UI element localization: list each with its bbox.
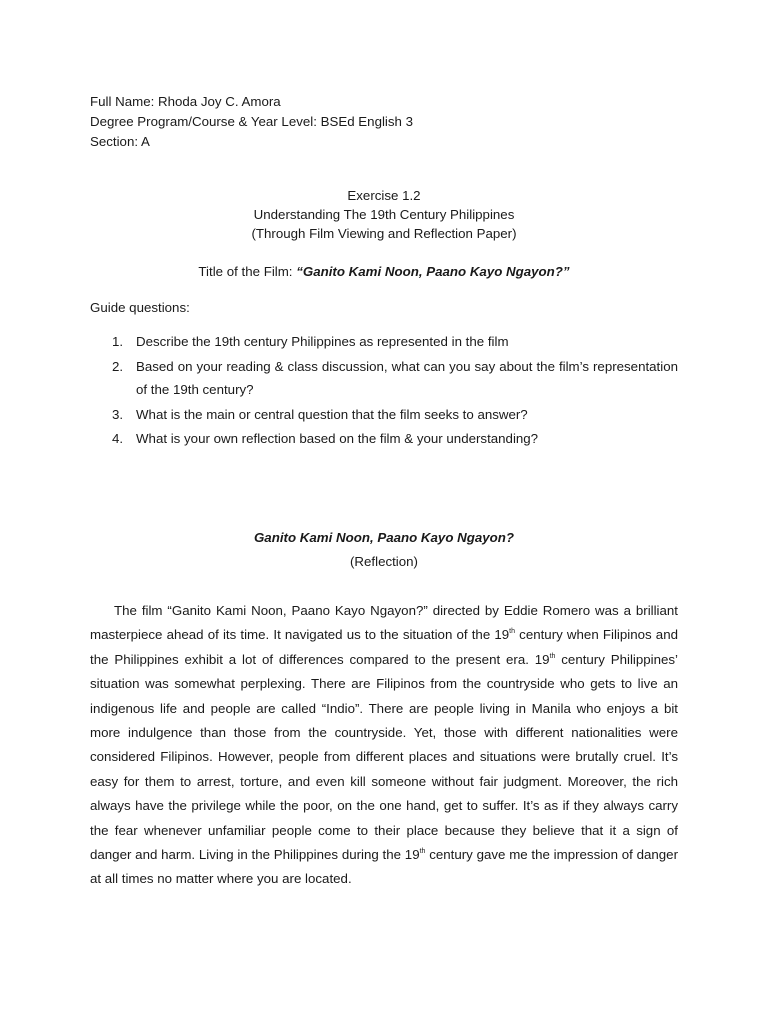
question-text: What is the main or central question that the film seeks to answer? [136,406,528,422]
guide-question [90,355,678,402]
exercise-topic: Understanding The 19th Century Philippines [253,207,515,222]
paragraph-text: century Philippines’ situation was somewhat perplexing. There are Filipinos from the countryside who gets to live an indigenous life and people are called “Indio”. There are people living in Manila who enjoys a bit more indulgence than those from the countryside. Yet, those with different nationalities were considered Filipinos. However, people from different places and situations were brutally cruel. It’s easy for them to arrest, torture, and even kill someone without fair judgment. Moreover, the rich always have the privilege while the poor, on the one hand, get to suffer. It’s as if they always carry the fear whenever unfamiliar people come to their place because they believe that it a sign of danger and harm. Living in the Philippines during the 19 [90,651,678,863]
reflection-subtitle: (Reflection) [350,554,418,569]
exercise-heading [0,186,768,243]
exercise-method: (Through Film Viewing and Reflection Paper) [251,226,517,241]
ordinal-suffix: th [509,628,516,636]
ordinal-suffix: th [419,848,426,856]
question-text: Describe the 19th century Philippines as represented in the film [136,334,509,349]
reflection-title: Ganito Kami Noon, Paano Kayo Ngayon? [253,530,515,545]
student-info [90,92,413,152]
exercise-number: Exercise 1.2 [347,188,421,203]
guide-question [90,330,678,354]
reflection-paragraph [90,599,678,892]
question-number: 1. [112,334,124,349]
full-name: Full Name: Rhoda Joy C. Amora [90,94,281,109]
film-title-label: Title of the Film: [198,264,297,279]
guide-question [90,403,678,427]
film-title: “Ganito Kami Noon, Paano Kayo Ngayon?” [296,264,570,279]
guide-questions-list [90,330,678,452]
paragraph-text: century when Filipinos and the Philippines exhibit a lot of differences compared to the present era. 19 [90,627,678,667]
paragraph-text: century gave me the impression of danger at all times no matter where you are located. [90,847,678,887]
section: Section: A [90,134,150,149]
question-number: 2. [112,358,124,374]
guide-questions-label: Guide questions: [90,300,190,315]
question-text: What is your own reflection based on the film & your understanding? [136,431,539,446]
film-title-line [0,262,768,282]
question-text: Based on your reading & class discussion, what can you say about the film’s representation of the 19th century? [136,358,678,397]
question-number: 3. [112,406,124,422]
degree-program: Degree Program/Course & Year Level: BSEd English 3 [90,114,414,129]
question-number: 4. [112,431,124,446]
ordinal-suffix: th [549,652,556,660]
paragraph-text: The film “Ganito Kami Noon, Paano Kayo Ngayon?” directed by Eddie Romero was a brilliant masterpiece ahead of its time. It navigated us to the situation of the 19 [90,603,678,643]
guide-question [90,427,678,451]
